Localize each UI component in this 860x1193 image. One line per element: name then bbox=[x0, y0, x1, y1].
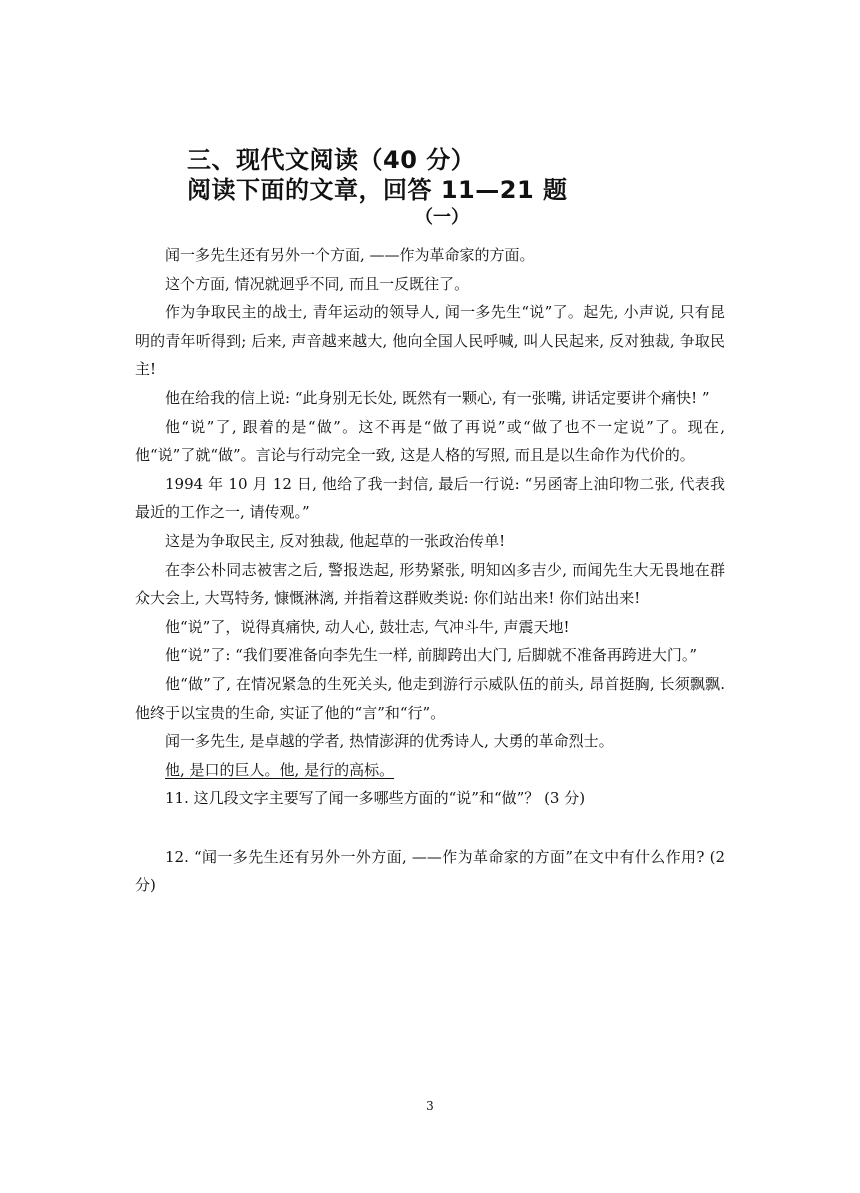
paragraph: 这是为争取民主, 反对独裁, 他起草的一张政治传单! bbox=[165, 531, 506, 550]
paragraph: 闻一多先生还有另外一个方面, ——作为革命家的方面。 bbox=[165, 246, 535, 264]
underlined-text: 他, 是口的巨人。他, 是行的高标。 bbox=[165, 760, 395, 779]
paragraph: 在李公朴同志被害之后, 警报迭起, 形势紧张, 明知凶多吉少, 而闻先生大无畏地在群众大会上, 大骂特务, 慷慨淋漓, 并指着这群败类说: 你们站出来! 你们站出来! bbox=[135, 560, 725, 608]
underlined-sentence bbox=[135, 756, 725, 785]
section-title: 三、现代文阅读（40 分） bbox=[187, 146, 476, 174]
question-12: 12. “闻一多先生还有另外一外方面, ——作为革命家的方面”在文中有什么作用? (2 分) bbox=[135, 847, 725, 895]
paragraph: 他“说”了: “我们要准备向李先生一样, 前脚跨出大门, 后脚就不准备再跨进大门。” bbox=[165, 646, 698, 665]
paragraph: 作为争取民主的战士, 青年运动的领导人, 闻一多先生“说”了。起先, 小声说, 只有昆明的青年听得到; 后来, 声音越来越大, 他向全国人民呼喊, 叫人民起来, 反对独裁, 争取民主! bbox=[135, 303, 725, 379]
paragraph: 1994 年 10 月 12 日, 他给了我一封信, 最后一行说: “另函寄上油印物二张, 代表我最近的工作之一, 请传观。” bbox=[135, 474, 725, 522]
passage-body bbox=[135, 241, 725, 900]
passage-number: （一） bbox=[415, 207, 469, 228]
paragraph: 这个方面, 情况就迥乎不同, 而且一反既往了。 bbox=[165, 274, 470, 293]
paragraph: 他在给我的信上说: “此身别无长处, 既然有一颗心, 有一张嘴, 讲话定要讲个痛快! ” bbox=[165, 388, 710, 407]
page-number: 3 bbox=[426, 1099, 434, 1113]
question-11: 11. 这几段文字主要写了闻一多哪些方面的“说”和“做”？ (3 分) bbox=[165, 789, 586, 808]
reading-instruction: 阅读下面的文章，回答 11—21 题 bbox=[187, 176, 568, 204]
paragraph: 他“做”了, 在情况紧急的生死关头, 他走到游行示威队伍的前头, 昂首挺胸, 长须飘飘. 他终于以宝贵的生命, 实证了他的“言”和“行”。 bbox=[135, 674, 725, 722]
paragraph: 闻一多先生, 是卓越的学者, 热情澎湃的优秀诗人, 大勇的革命烈士。 bbox=[165, 732, 614, 751]
paragraph: 他“说”了, 跟着的是“做”。这不再是“做了再说”或“做了也不一定说”了。现在, 他“说”了就“做”。言论与行动完全一致, 这是人格的写照, 而且是以生命作为代价的。 bbox=[135, 417, 725, 465]
paragraph: 他“说”了，说得真痛快, 动人心, 鼓壮志, 气冲斗牛, 声震天地! bbox=[165, 617, 570, 636]
